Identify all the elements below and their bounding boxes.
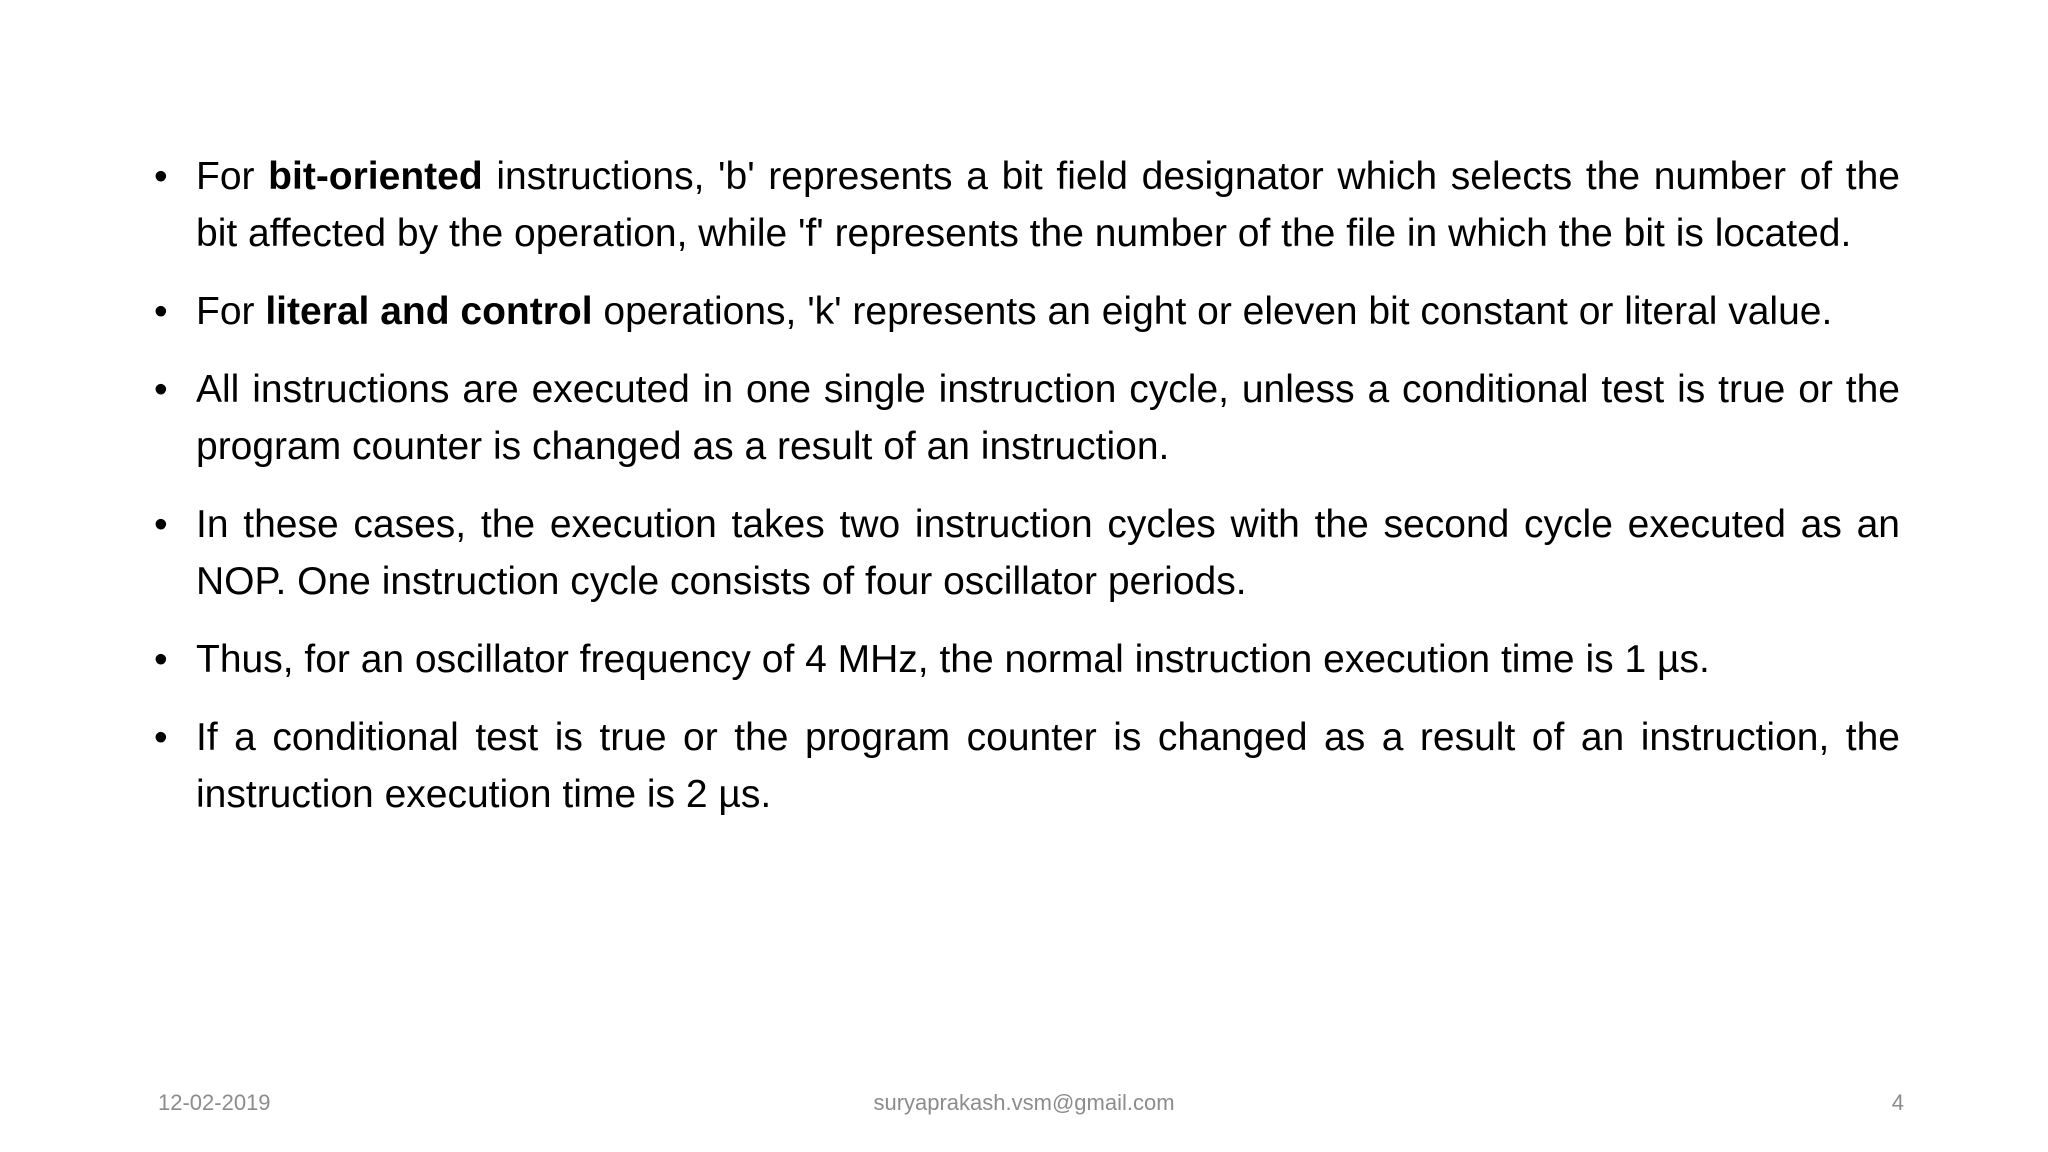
page-number: 4: [1891, 1090, 1904, 1115]
bullet-text: If a conditional test is true or the program counter is changed as a result of an instruction, the instruction execution time is 2 µs.: [196, 716, 1900, 816]
bullet-bold-text: bit-oriented: [268, 155, 483, 198]
bullet-text: In these cases, the execution takes two instruction cycles with the second cycle executed as an NOP. One instruction cycle consists of four oscillator periods.: [196, 503, 1900, 603]
footer-date: 12-02-2019: [158, 1090, 271, 1115]
footer-email: suryaprakash.vsm@gmail.com: [873, 1090, 1175, 1115]
bullet-item-5: [152, 631, 1900, 688]
bullet-item-1: [152, 148, 1900, 262]
bullet-text: Thus, for an oscillator frequency of 4 MHz, the normal instruction execution time is 1 µs.: [196, 638, 1710, 681]
bullet-item-4: [152, 496, 1900, 610]
bullet-bold-text: literal and control: [265, 290, 593, 333]
bullet-item-2: [152, 283, 1900, 340]
bullet-text: instructions, 'b' represents a bit field designator which selects the number of the bit affected by the operation, while 'f' represents the number of the file in which the bit is located.: [196, 155, 1900, 255]
bullet-text: All instructions are executed in one single instruction cycle, unless a conditional test is true or the program counter is changed as a result of an instruction.: [196, 368, 1900, 468]
bullet-text: operations, 'k' represents an eight or eleven bit constant or literal value.: [592, 290, 1833, 333]
bullet-item-6: [152, 709, 1900, 823]
bullet-item-3: [152, 361, 1900, 475]
bullet-text: For: [196, 155, 269, 198]
bullet-text: For: [196, 290, 266, 333]
bullet-list: [152, 148, 1900, 844]
